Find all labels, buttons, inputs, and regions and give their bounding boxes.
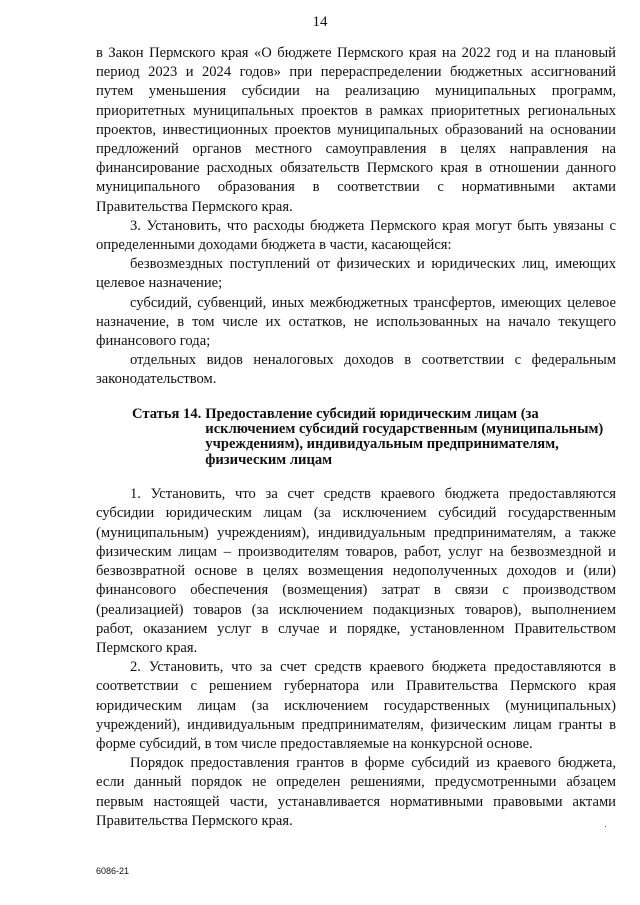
paragraph-item-non-tax: отдельных видов неналоговых доходов в соответствии с федеральным законодательством. (96, 352, 616, 388)
paragraph-item-free-receipts: безвозмездных поступлений от физических и юридических лиц, имеющих целевое назначение; (96, 256, 616, 292)
article-heading (96, 407, 616, 469)
page-number: 14 (312, 14, 328, 30)
scan-speck (605, 826, 606, 827)
paragraph-item-subsidies: субсидий, субвенций, иных межбюджетных трансфертов, имеющих целевое назначение, в том числе их остатков, не использованных на начало текущего финансового года; (96, 294, 616, 350)
paragraph-part-2: 2. Установить, что за счет средств краевого бюджета предоставляются в соответствии с решением губернатора или Правительства Пермского края юридическим лицам (за исключением государственных (муниципальных) учреждений), индивидуальным предпринимателям, физическим лицам гранты в форме субсидий, в том числе предоставляемые на конкурсной основе. (96, 659, 616, 752)
paragraph-part-3: 3. Установить, что расходы бюджета Пермского края могут быть увязаны с определенными доходами бюджета в части, касающейся: (96, 217, 616, 254)
article-label: Статья 14. (132, 405, 202, 422)
paragraph-part-1: 1. Установить, что за счет средств краевого бюджета предоставляются субсидии юридическим лицам (за исключением субсидий государственным (муниципальным) учреждениям), индивидуальным предпринимателям, а также физическим лицам – производителям товаров, работ, услуг на безвозмездной и безвозвратной основе в целях возмещения недополученных доходов и (или) финансового обеспечения (возмещения) затрат в связи с производством (реализацией) товаров (за исключением подакцизных товаров), выполнением работ, оказанием услуг в случае и порядке, установленном Правительством Пермского края. (96, 486, 616, 656)
document-body (96, 44, 616, 831)
document-code: 6086-21 (96, 866, 130, 876)
article-title: Предоставление субсидий юридическим лицам (за исключением субсидий государственным (муниципальным) учреждениям), индивидуальным предпринимателям, физическим лицам (205, 405, 604, 468)
paragraph-continuation: в Закон Пермского края «О бюджете Пермского края на 2022 год и на плановый период 2023 и 2024 годов» при перераспределении бюджетных ассигнований путем уменьшения субсидии на реализацию муниципальных программ, приоритетных муниципальных проектов в рамках приоритетных региональных проектов, инвестиционных проектов муниципальных образований на основании предложений органов местного самоуправления в целях направления на финансирование расходных обязательств Пермского края в отношении данного муниципального образования в соответствии с нормативными актами Правительства Пермского края. (96, 45, 616, 215)
paragraph-grant-procedure: Порядок предоставления грантов в форме субсидий из краевого бюджета, если данный порядок не определен решениями, предусмотренными абзацем первым настоящей части, устанавливается нормативными правовыми актами Правительства Пермского края. (96, 755, 616, 829)
